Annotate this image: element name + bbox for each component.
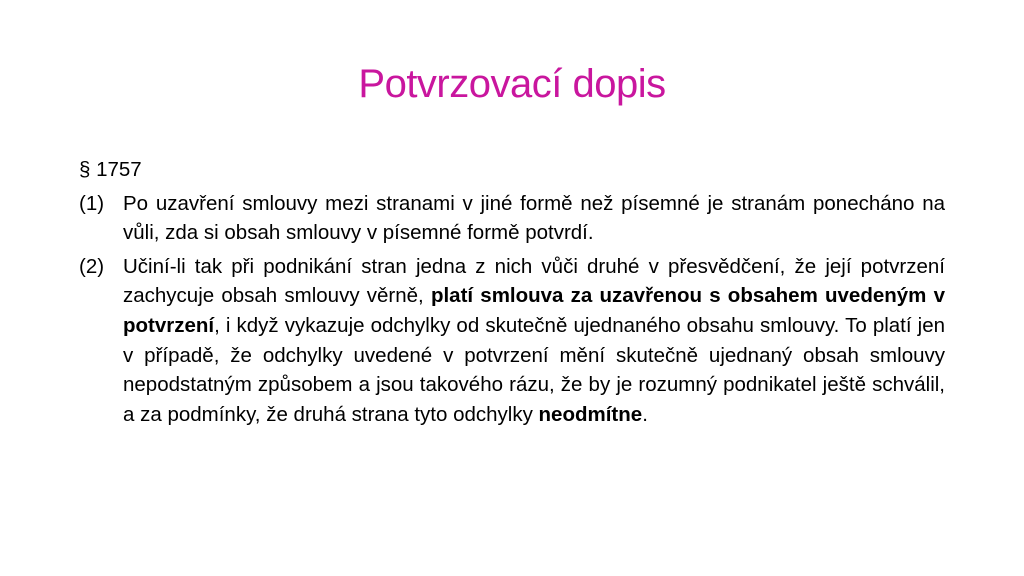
slide-title: Potvrzovací dopis — [358, 62, 666, 106]
emphasis-text: neodmítne — [538, 402, 643, 426]
paragraph-number: (2) — [79, 254, 105, 278]
text-segment: , i když vykazuje odchylky od skutečně ujednaného obsahu smlouvy. To platí jen v případě, že odchylky uvedené v potvrzení mění skutečně ujednaný obsah smlouvy nepodstatným způsobem a jsou takového rázu, že by je rozumný podnikatel ještě schválil, a za podmínky, že druhá strana tyto odchylky — [123, 313, 945, 426]
text-segment: Učiní-li tak při podnikání stran jedna z nich vůči druhé v přesvědčení, že její potvrzení zachycuje obsah smlouvy věrně, — [123, 254, 945, 308]
paragraph-text — [123, 252, 945, 430]
text-segment: . — [642, 402, 648, 426]
paragraph-1 — [79, 189, 945, 248]
emphasis-text: platí smlouva za uzavřenou s obsahem uvedeným v potvrzení — [123, 284, 945, 337]
slide-body — [79, 155, 945, 433]
section-number: § 1757 — [79, 158, 142, 181]
paragraph-number: (1) — [79, 191, 105, 215]
paragraph-text: Po uzavření smlouvy mezi stranami v jiné formě než písemné je stranám ponecháno na vůli, zda si obsah smlouvy v písemné formě potvrdí. — [123, 191, 945, 245]
paragraph-2 — [79, 252, 945, 430]
